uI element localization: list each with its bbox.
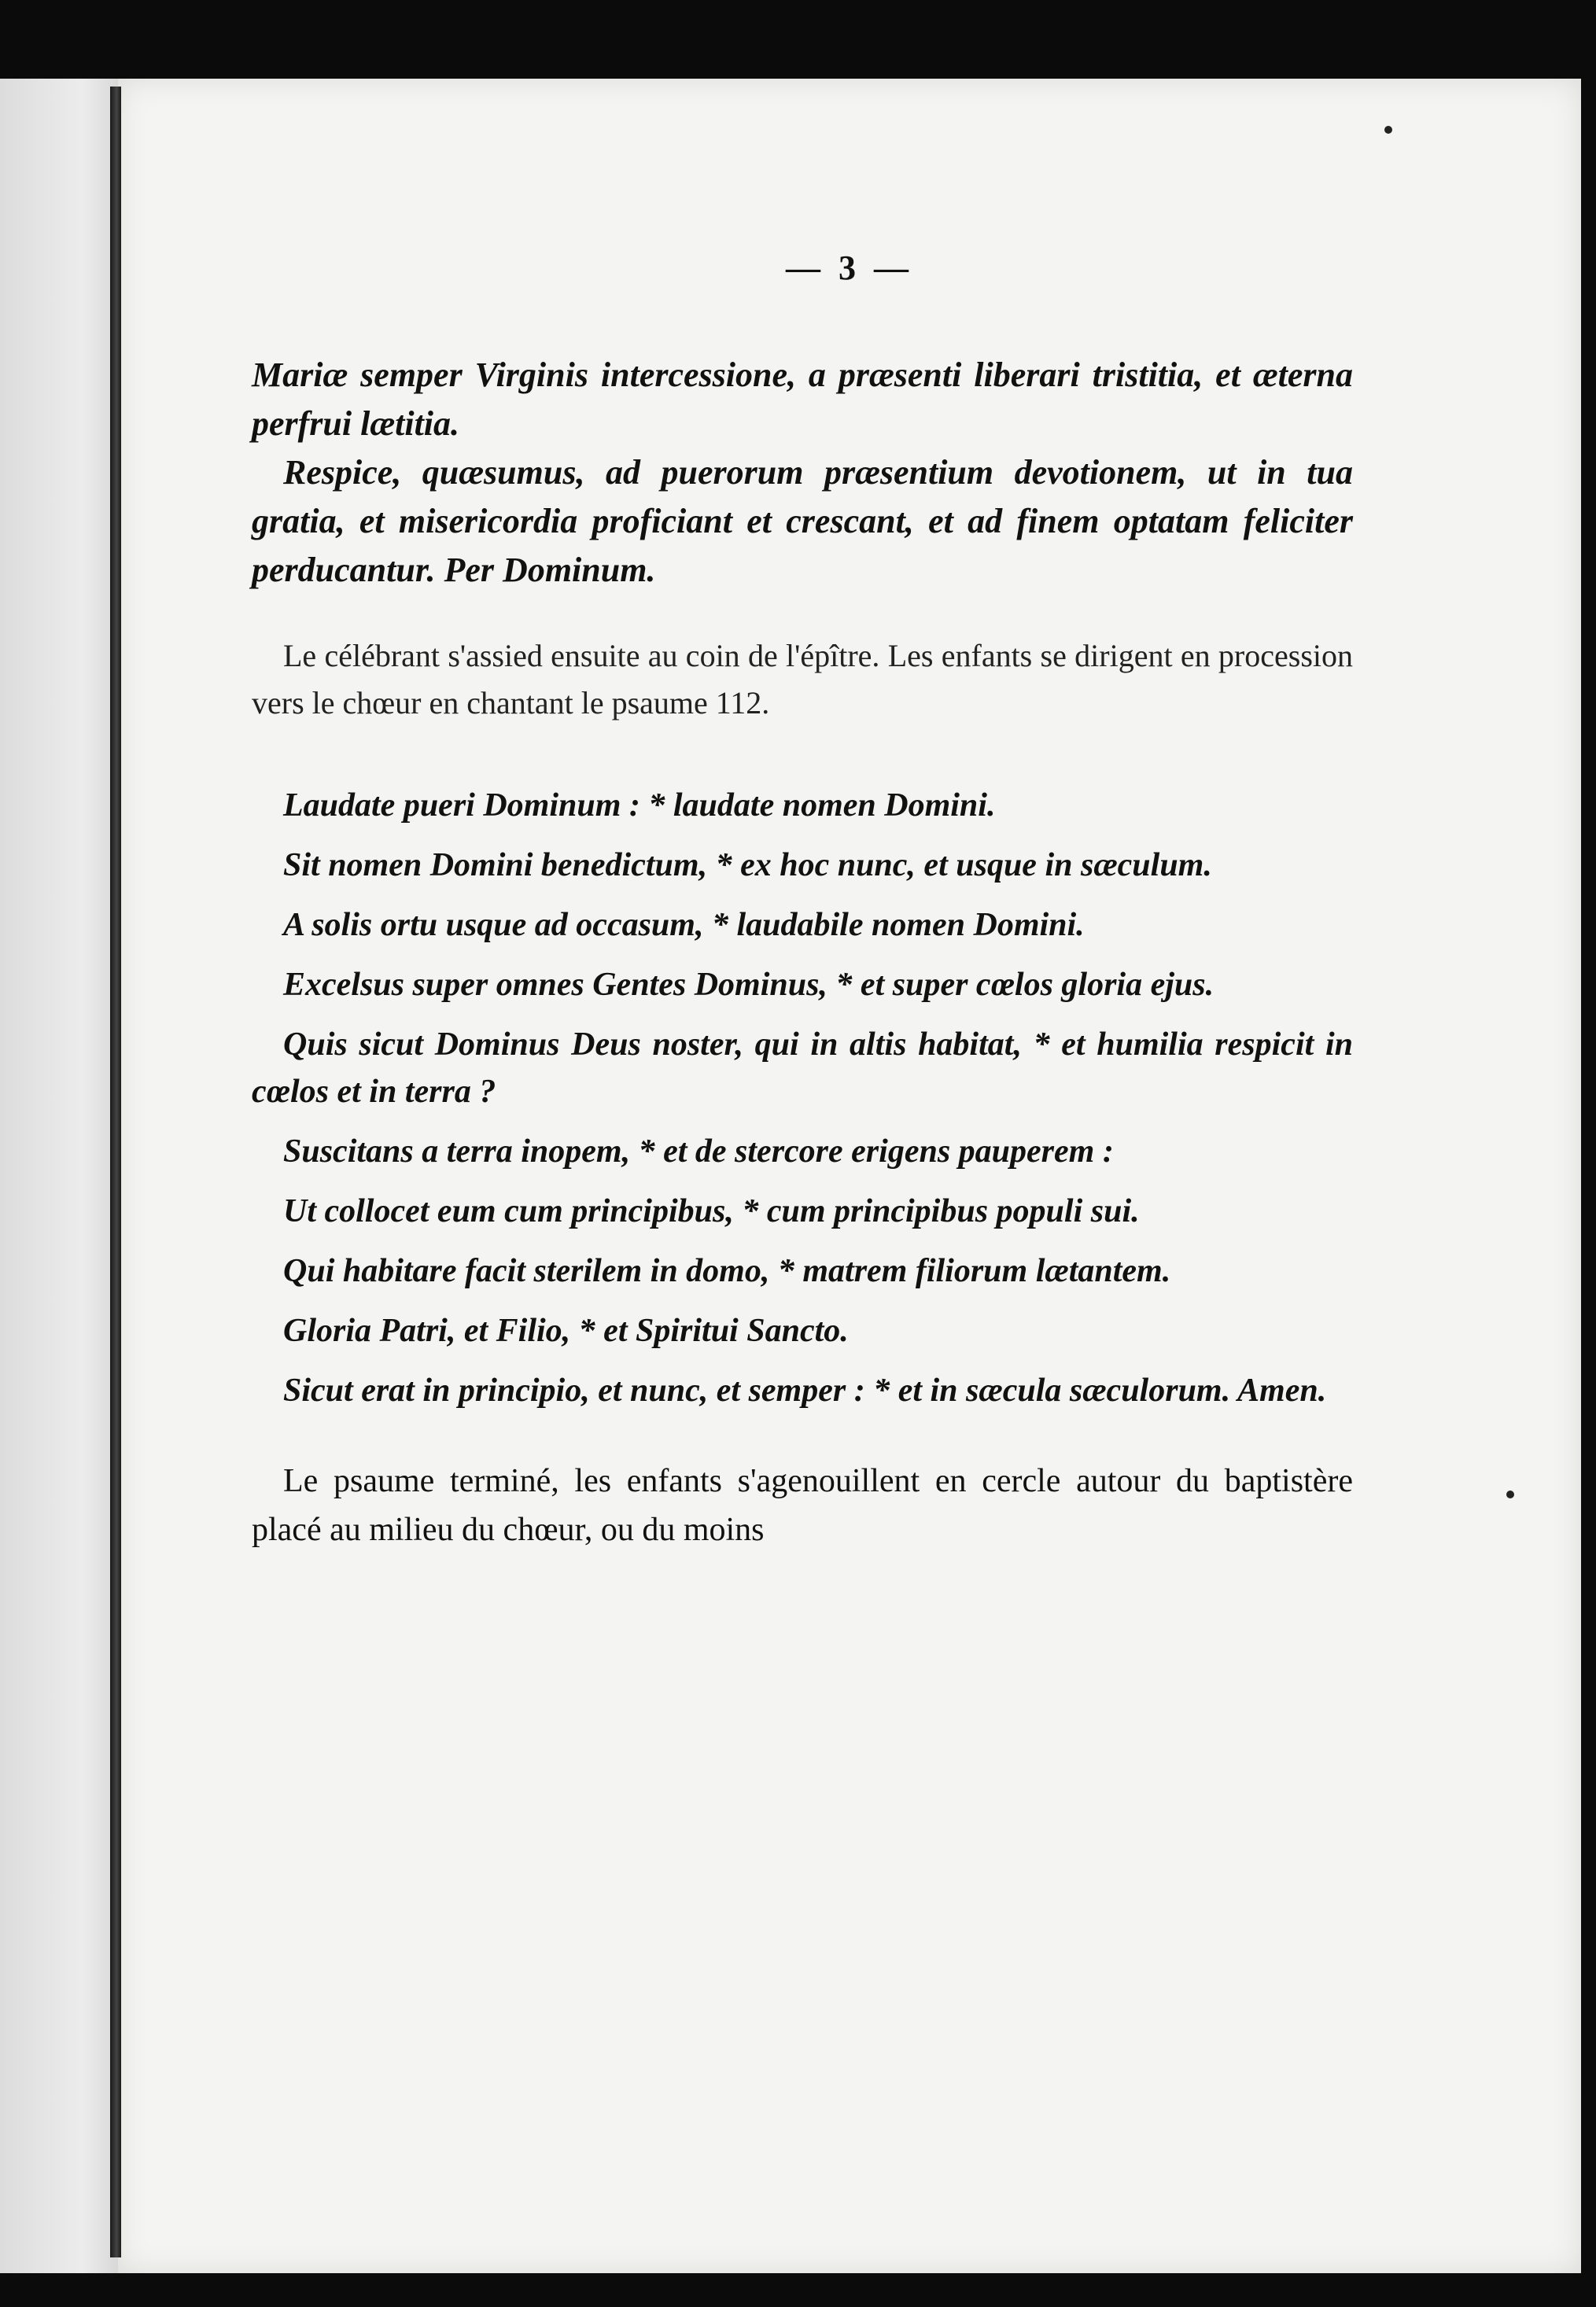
scan-speck bbox=[1384, 126, 1392, 134]
page-number: — 3 — bbox=[786, 249, 913, 287]
prayer-continuation: Mariæ semper Virginis intercessione, a præsenti liberari tristitia, et æterna perfrui lætitia. bbox=[252, 356, 1353, 443]
psalm-verse: Suscitans a terra inopem, * et de stercore erigens pauperem : bbox=[283, 1133, 1114, 1170]
scan-speck bbox=[1506, 1491, 1514, 1498]
psalm-verse: Qui habitare facit sterilem in domo, * matrem filiorum lætantem. bbox=[283, 1253, 1171, 1289]
page-sheet bbox=[118, 79, 1581, 2273]
psalm-verse: Gloria Patri, et Filio, * et Spiritui Sancto. bbox=[283, 1313, 849, 1349]
page-content bbox=[252, 248, 1353, 1554]
psalm-verse: Laudate pueri Dominum : * laudate nomen Domini. bbox=[283, 787, 996, 824]
previous-page-strip bbox=[0, 79, 118, 2273]
prayer-respice: Respice, quæsumus, ad puerorum præsentium devotionem, ut in tua gratia, et misericordia proficiant et crescant, et ad finem optatam feliciter perducantur. Per Dominum. bbox=[252, 453, 1353, 589]
psalm-112 bbox=[252, 782, 1353, 1414]
psalm-verse: Excelsus super omnes Gentes Dominus, * et super cœlos gloria ejus. bbox=[283, 967, 1215, 1003]
psalm-verse: Quis sicut Dominus Deus noster, qui in altis habitat, * et humilia respicit in cœlos et in terra ? bbox=[252, 1026, 1353, 1110]
page-binding-edge bbox=[110, 87, 121, 2257]
psalm-verse: Ut collocet eum cum principibus, * cum principibus populi sui. bbox=[283, 1193, 1140, 1229]
psalm-verse: Sicut erat in principio, et nunc, et semper : * et in sæcula sæculorum. Amen. bbox=[283, 1373, 1327, 1409]
psalm-verse: Sit nomen Domini benedictum, * ex hoc nunc, et usque in sæculum. bbox=[283, 847, 1212, 883]
rubric-closing: Le psaume terminé, les enfants s'agenouillent en cercle autour du baptistère placé au milieu du chœur, ou du moins bbox=[252, 1463, 1353, 1548]
psalm-verse: A solis ortu usque ad occasum, * laudabile nomen Domini. bbox=[283, 907, 1085, 943]
rubric-procession: Le célébrant s'assied ensuite au coin de l'épître. Les enfants se dirigent en procession vers le chœur en chantant le psaume 112. bbox=[252, 638, 1353, 720]
